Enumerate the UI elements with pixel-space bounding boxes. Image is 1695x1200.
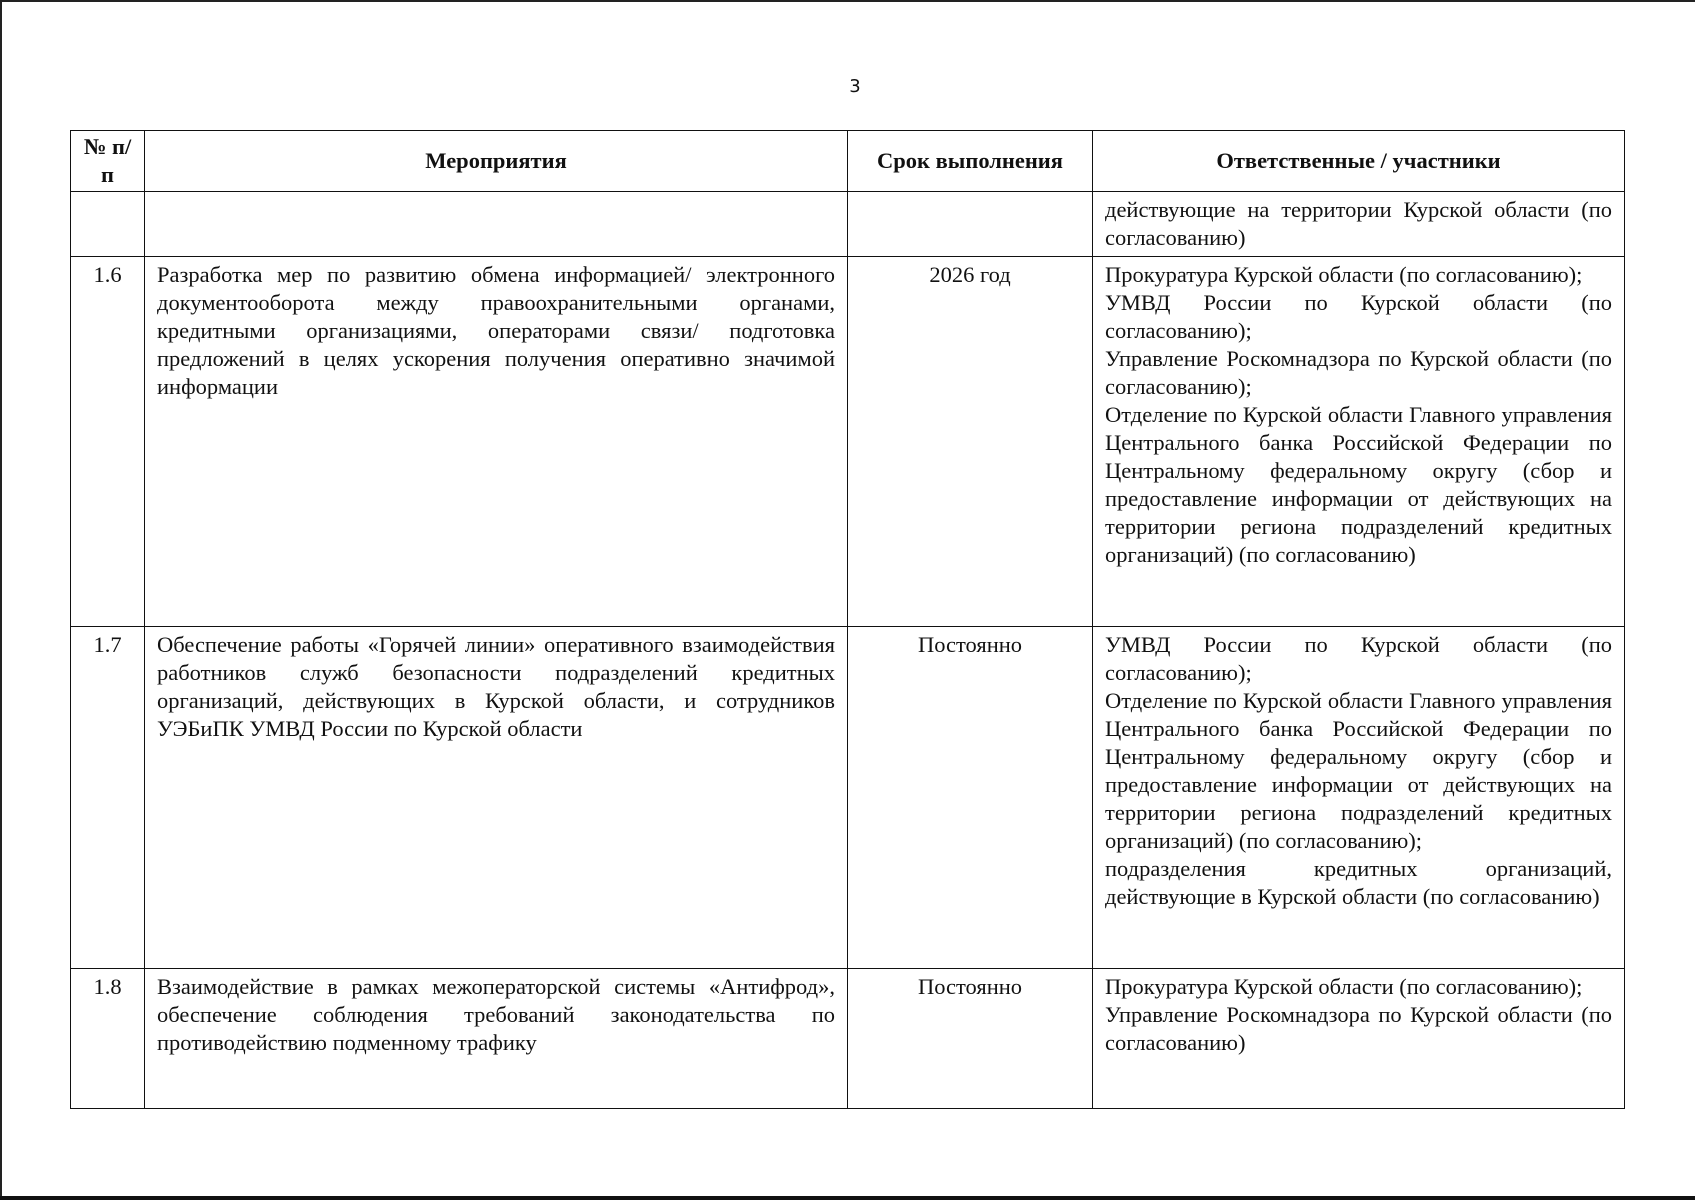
measures-table (70, 130, 1625, 1109)
responsible-entry: Прокуратура Курской области (по согласованию); (1105, 262, 1583, 287)
row-responsible (1093, 969, 1625, 1109)
row-responsible (1093, 192, 1625, 257)
row-num: 1.6 (71, 257, 145, 627)
table-row (71, 969, 1625, 1109)
responsible-entry: Управление Роскомнадзора по Курской области (по согласованию); (1105, 346, 1612, 399)
responsible-entry: действующие на территории Курской области (по согласованию) (1105, 197, 1612, 250)
table-row (71, 257, 1625, 627)
page-number: 3 (849, 76, 861, 97)
responsible-entry: Управление Роскомнадзора по Курской области (по согласованию) (1105, 1002, 1612, 1055)
responsible-entry: Отделение по Курской области Главного управления Центрального банка Российской Федерации по Центральному федеральному округу (сбор и предоставление информации от действующих на территории региона подразделений кредитных организаций) (по согласованию) (1105, 402, 1612, 567)
table-row (71, 627, 1625, 969)
row-responsible (1093, 257, 1625, 627)
row-deadline (848, 192, 1093, 257)
table-header-row (71, 131, 1625, 192)
responsible-entry: подразделения кредитных организаций, действующие в Курской области (по согласованию) (1105, 856, 1612, 909)
row-num (71, 192, 145, 257)
scan-border-top (0, 0, 1695, 2)
header-measure: Мероприятия (145, 131, 848, 192)
header-responsible: Ответственные / участники (1093, 131, 1625, 192)
table-row-continuation (71, 192, 1625, 257)
row-measure: Взаимодействие в рамках межоператорской системы «Антифрод», обеспечение соблюдения требований законодательства по противодействию подменному трафику (145, 969, 848, 1109)
row-num: 1.7 (71, 627, 145, 969)
row-deadline: 2026 год (848, 257, 1093, 627)
row-measure (145, 192, 848, 257)
responsible-entry: Прокуратура Курской области (по согласованию); (1105, 974, 1583, 999)
row-measure: Разработка мер по развитию обмена информацией/ электронного документооборота между правоохранительными органами, кредитными организациями, операторами связи/ подготовка предложений в целях ускорения получения оперативно значимой информации (145, 257, 848, 627)
header-deadline: Срок выполнения (848, 131, 1093, 192)
responsible-entry: УМВД России по Курской области (по согласованию); (1105, 290, 1612, 343)
header-num: № п/п (71, 131, 145, 192)
scan-border-left (0, 0, 2, 1200)
row-num: 1.8 (71, 969, 145, 1109)
responsible-entry: УМВД России по Курской области (по согласованию); (1105, 632, 1612, 685)
row-responsible (1093, 627, 1625, 969)
responsible-entry: Отделение по Курской области Главного управления Центрального банка Российской Федерации по Центральному федеральному округу (сбор и предоставление информации от действующих на территории региона подразделений кредитных организаций) (по согласованию); (1105, 688, 1612, 853)
row-deadline: Постоянно (848, 969, 1093, 1109)
row-deadline: Постоянно (848, 627, 1093, 969)
scan-border-bottom (0, 1196, 1695, 1200)
row-measure: Обеспечение работы «Горячей линии» оперативного взаимодействия работников служб безопасности подразделений кредитных организаций, действующих в Курской области, и сотрудников УЭБиПК УМВД России по Курской области (145, 627, 848, 969)
